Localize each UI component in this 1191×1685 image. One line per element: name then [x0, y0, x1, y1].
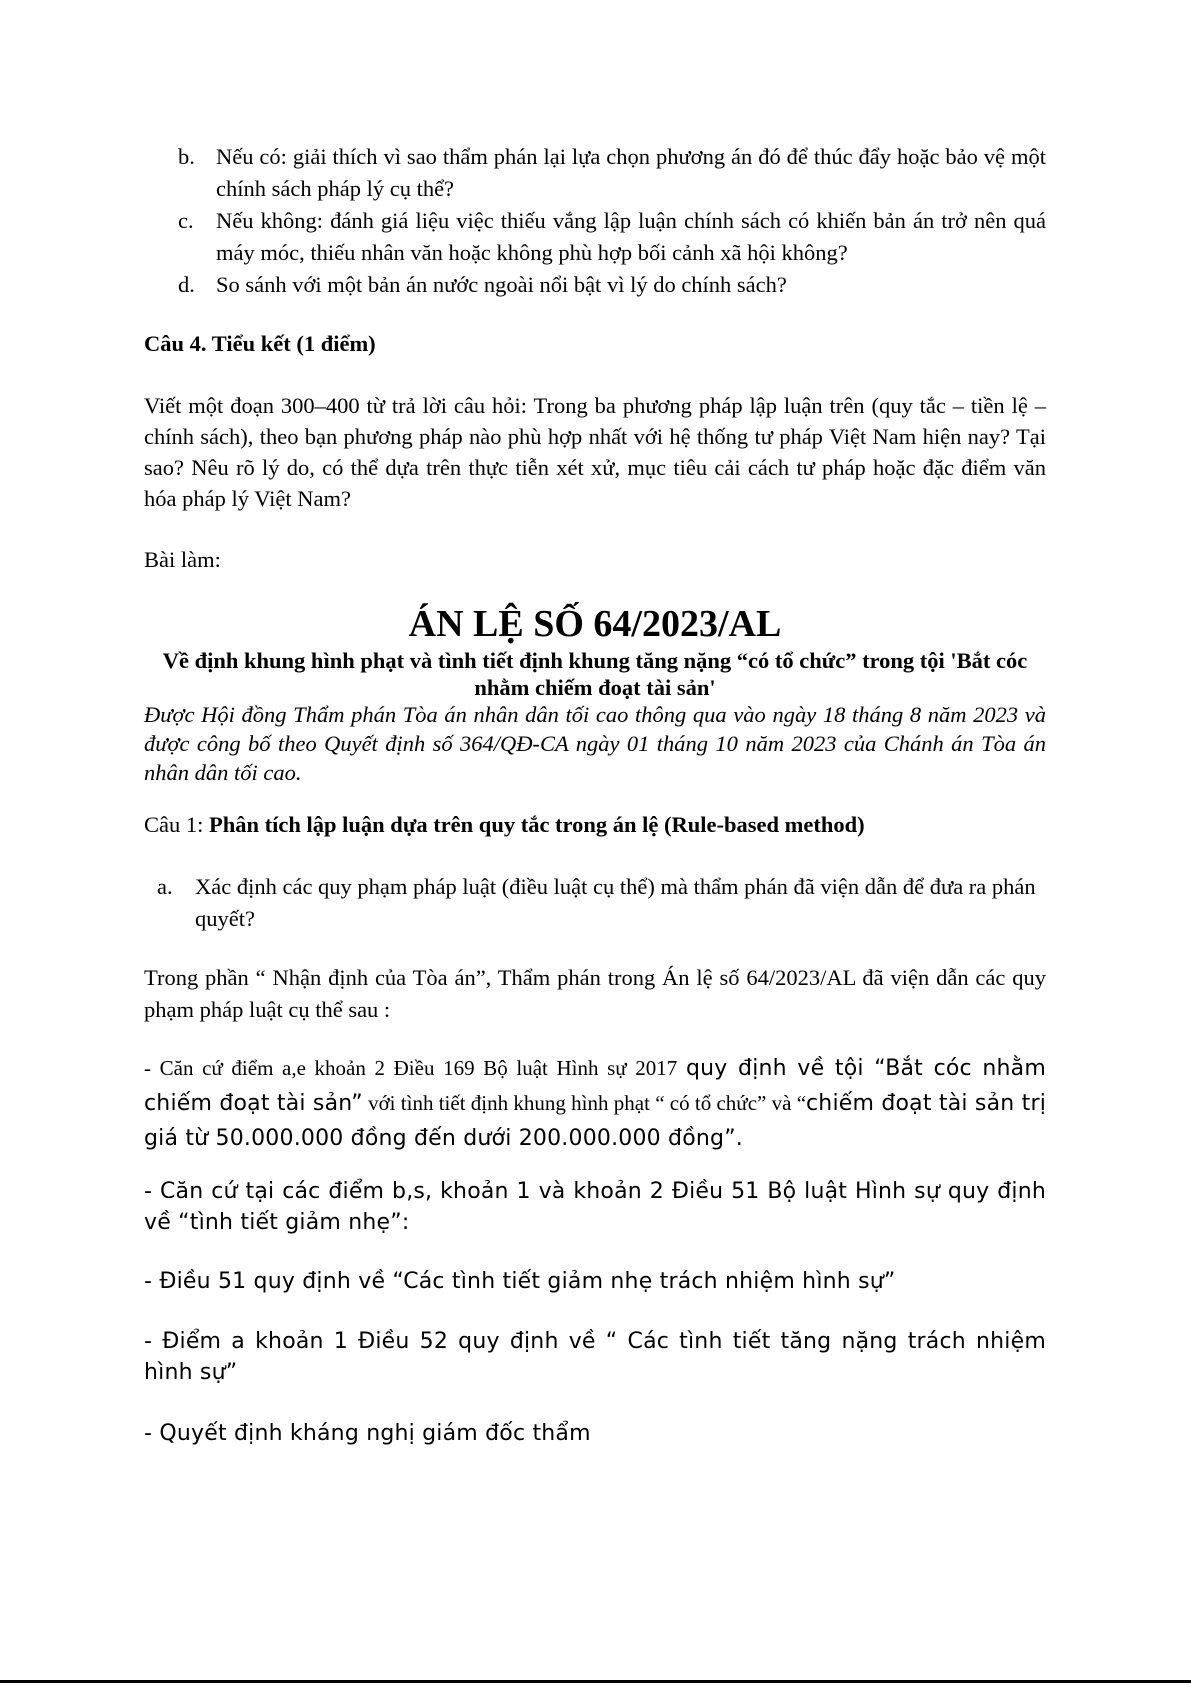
case-title: ÁN LỆ SỐ 64/2023/AL — [408, 603, 782, 645]
cau4-paragraph: Viết một đoạn 300–400 từ trả lời câu hỏi: Trong ba phương pháp lập luận trên (quy tắc – tiền lệ – chính sách), theo bạn phương pháp nào phù hợp nhất với hệ thống tư pháp Việt Nam hiện nay? Tại sao? Nêu rõ lý do, có thể dựa trên thực tiễn xét xử, mục tiêu cải cách tư pháp hoặc đặc điểm văn hóa pháp lý Việt Nam? — [144, 393, 1046, 511]
list-marker: c. — [178, 208, 194, 233]
list-marker: a. — [157, 874, 173, 899]
cau4-heading: Câu 4. Tiểu kết (1 điểm) — [144, 331, 376, 356]
article-169-paragraph — [144, 1052, 1046, 1157]
bai-lam-label: Bài làm: — [144, 547, 221, 572]
list-item — [178, 269, 1046, 301]
intro-paragraph: Trong phần “ Nhận định của Tòa án”, Thẩm phán trong Án lệ số 64/2023/AL đã viện dẫn các quy phạm pháp luật cụ thể sau : — [144, 965, 1046, 1022]
cau1-title: Phân tích lập luận dựa trên quy tắc trong án lệ (Rule-based method) — [209, 812, 865, 837]
list-item — [157, 871, 1046, 935]
list-item-text: Nếu không: đánh giá liệu việc thiếu vắng lập luận chính sách có khiến bản án trở nên quá máy móc, thiếu nhân văn hoặc không phù hợp bối cảnh xã hội không? — [216, 208, 1046, 265]
question-sub-list — [178, 141, 1046, 301]
article-51-paragraph: - Căn cứ tại các điểm b,s, khoản 1 và khoản 2 Điều 51 Bộ luật Hình sự quy định về “tình tiết giảm nhẹ”: — [144, 1179, 1046, 1235]
article-169-part3: với tình tiết định khung hình phạt “ có tổ chức” và “ — [362, 1091, 807, 1115]
article-51-detail: - Điều 51 quy định về “Các tình tiết giảm nhẹ trách nhiệm hình sự” — [144, 1269, 896, 1294]
case-note: Được Hội đồng Thẩm phán Tòa án nhân dân tối cao thông qua vào ngày 18 tháng 8 năm 2023 và được công bố theo Quyết định số 364/QĐ-CA ngày 01 tháng 10 năm 2023 của Chánh án Tòa án nhân dân tối cao. — [144, 702, 1046, 785]
cau1-sub-list — [157, 871, 1046, 935]
article-169-part4: chiếm đoạt tài sản trị giá từ 50.000.000 đồng đến dưới 200.000.000 đồng”. — [144, 1091, 1047, 1151]
list-item-text: Nếu có: giải thích vì sao thẩm phán lại lựa chọn phương án đó để thúc đẩy hoặc bảo vệ một chính sách pháp lý cụ thể? — [216, 144, 1046, 201]
list-marker: d. — [178, 272, 195, 297]
list-item-text: Xác định các quy phạm pháp luật (điều luật cụ thể) mà thẩm phán đã viện dẫn để đưa ra phán quyết? — [195, 874, 1036, 931]
list-marker: b. — [178, 144, 195, 169]
list-item — [178, 141, 1046, 205]
article-169-part2: quy định về tội “Bắt cóc nhằm chiếm đoạt tài sản” — [144, 1056, 1046, 1116]
cau1-heading — [144, 812, 865, 838]
list-item — [178, 205, 1046, 269]
decision-paragraph: - Quyết định kháng nghị giám đốc thẩm — [144, 1421, 591, 1446]
page-bottom-rule — [0, 1680, 1191, 1683]
article-52-paragraph: - Điểm a khoản 1 Điều 52 quy định về “ Các tình tiết tăng nặng trách nhiệm hình sự” — [144, 1329, 1046, 1385]
list-item-text: So sánh với một bản án nước ngoài nổi bật vì lý do chính sách? — [216, 272, 787, 297]
case-subtitle: Về định khung hình phạt và tình tiết định khung tăng nặng “có tổ chức” trong tội 'Bắt cóc nhằm chiếm đoạt tài sản' — [162, 648, 1028, 700]
cau1-prefix: Câu 1: — [144, 812, 209, 837]
article-169-part1: - Căn cứ điểm a,e khoản 2 Điều 169 Bộ luật Hình sự 2017 — [144, 1056, 686, 1080]
